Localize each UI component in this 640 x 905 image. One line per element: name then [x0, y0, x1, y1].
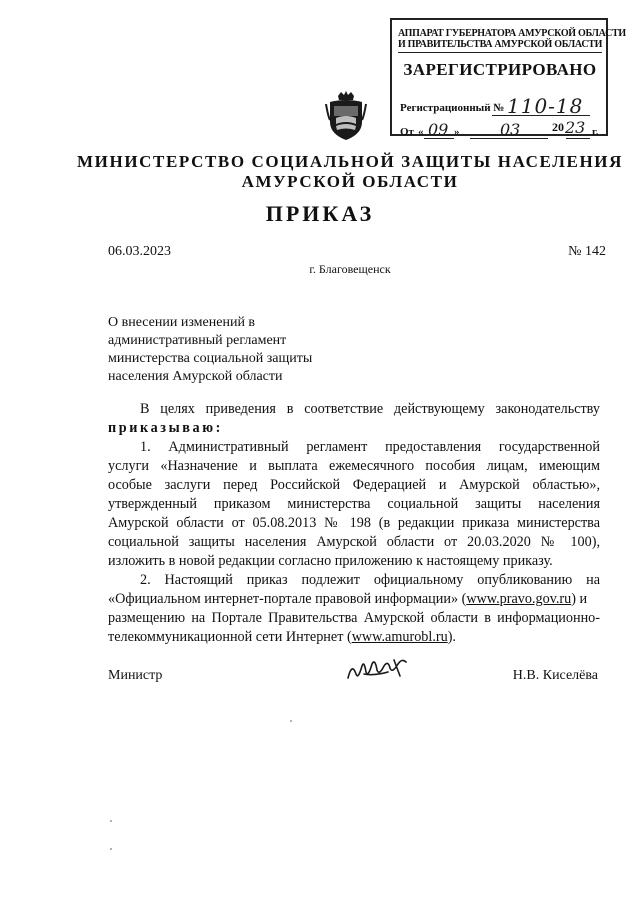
scan-speck — [290, 720, 292, 722]
document-date: 06.03.2023 — [108, 244, 171, 259]
document-number: № 142 — [568, 244, 606, 259]
document-city: г. Благовещенск — [309, 262, 391, 276]
order-word: приказываю: — [108, 420, 223, 436]
stamp-month: 03 — [500, 120, 521, 139]
paragraph-1-line: 1. Административный регламент предоставления государственной — [140, 439, 600, 455]
signatory-name: Н.В. Киселёва — [512, 668, 598, 683]
amur-region-coat-of-arms-icon — [324, 90, 368, 142]
paragraph-1-line: утвержденный приказом министерства социальной защиты населения — [108, 496, 600, 512]
stamp-year-prefix: 20 — [552, 120, 564, 134]
paragraph-1-line: Амурской области от 05.08.2013 № 198 (в редакции приказа министерства — [108, 515, 600, 531]
paragraph-1-line: изложить в новой редакции согласно приложению к настоящему приказу. — [108, 553, 553, 569]
scan-speck — [110, 848, 112, 850]
paragraph-2-text: «Официальном интернет-портале правовой информации» ( — [108, 591, 467, 607]
paragraph-2-line: 2. Настоящий приказ подлежит официальному опубликованию на — [140, 572, 600, 588]
ministry-name-line-2: АМУРСКОЙ ОБЛАСТИ — [241, 172, 459, 191]
amurobl-link[interactable]: www.amurobl.ru — [351, 629, 448, 645]
stamp-date-label: От — [400, 126, 414, 138]
paragraph-2-line — [108, 590, 600, 609]
subject-line: административный регламент — [108, 333, 287, 348]
paragraph-1-line: особые заслуги перед Российской Федерацией и Амурской областью», — [108, 477, 600, 493]
stamp-month-underline — [470, 138, 548, 139]
stamp-issuer-line-2: И ПРАВИТЕЛЬСТВА АМУРСКОЙ ОБЛАСТИ — [398, 39, 602, 53]
preamble-text: В целях приведения в соответствие действующему законодательству — [140, 401, 600, 417]
stamp-year-suffix: 23 — [565, 118, 586, 137]
stamp-quote-open: « — [418, 126, 424, 138]
stamp-reg-number: 110-18 — [507, 94, 584, 118]
ministry-name-line-1: МИНИСТЕРСТВО СОЦИАЛЬНОЙ ЗАЩИТЫ НАСЕЛЕНИЯ — [77, 152, 623, 171]
stamp-year-unit: г. — [592, 126, 599, 138]
signatory-role: Министр — [108, 668, 163, 683]
stamp-day-underline — [424, 138, 454, 139]
subject-line: министерства социальной защиты — [108, 351, 313, 366]
ministry-name — [60, 152, 640, 192]
paragraph-2-line — [108, 628, 600, 647]
paragraph-2-text: телекоммуникационной сети Интернет ( — [108, 629, 352, 645]
document-subject — [108, 314, 348, 386]
subject-line: населения Амурской области — [108, 369, 283, 384]
pravo-gov-link[interactable]: www.pravo.gov.ru — [466, 591, 572, 607]
handwritten-signature-icon — [344, 654, 414, 684]
paragraph-2-line: размещению на Портале Правительства Амурской области в информационно- — [108, 610, 600, 626]
document-type-title: ПРИКАЗ — [265, 201, 375, 226]
subject-line: О внесении изменений в — [108, 315, 256, 330]
paragraph-2-text: ) и — [571, 591, 588, 607]
stamp-title: ЗАРЕГИСТРИРОВАНО — [403, 60, 597, 79]
stamp-reg-label: Регистрационный № — [400, 102, 505, 114]
scan-speck — [110, 820, 112, 822]
registration-stamp — [390, 18, 626, 139]
paragraph-1-line: услуги «Назначение и выплата ежемесячного пособия лицам, имеющим — [108, 458, 600, 474]
document-body — [108, 400, 600, 647]
stamp-day: 09 — [428, 120, 449, 139]
stamp-issuer-line-1: АППАРАТ ГУБЕРНАТОРА АМУРСКОЙ ОБЛАСТИ — [398, 28, 626, 39]
stamp-quote-close: » — [454, 126, 460, 138]
stamp-year-underline — [566, 138, 590, 139]
paragraph-1-line: социальной защиты населения Амурской области от 20.03.2020 № 100), — [108, 534, 600, 550]
paragraph-2-text: ). — [447, 629, 456, 645]
